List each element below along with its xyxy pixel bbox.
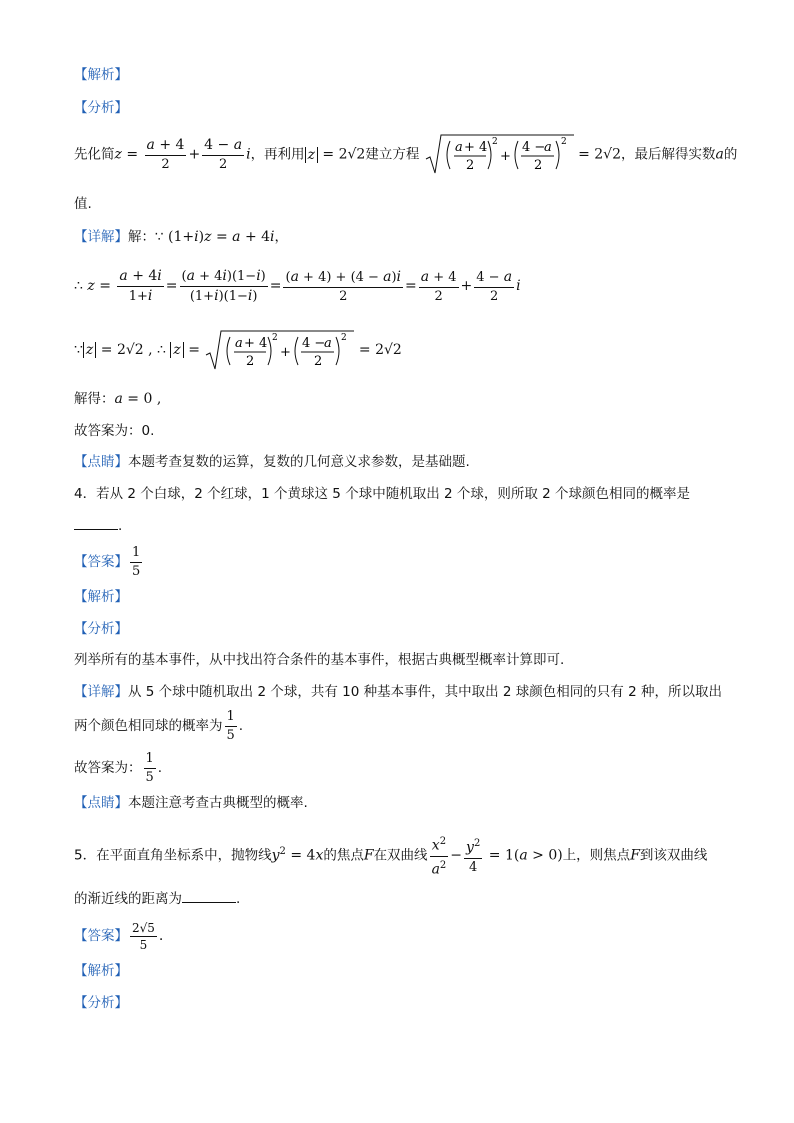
svg-text:2: 2 — [272, 332, 279, 343]
svg-text:+ 4: + 4 — [244, 335, 268, 351]
q4-question-blank-line: . — [74, 515, 734, 537]
q4-jiexi-label: 【解析】 — [74, 589, 128, 605]
q3-detail-line3: ∵ z = 2√2 , ∴ z = a + 4 2 2 + 4 − a 2 2 = 2√2 — [74, 328, 734, 373]
q4-analysis-line: 列举所有的基本事件，从中找出符合条件的基本事件，根据古典概型概率计算即可. — [74, 652, 565, 668]
svg-text:+: + — [499, 149, 511, 164]
svg-text:2: 2 — [491, 137, 498, 147]
q3-detail-line1: 【详解】解：∵ (1+i)z = a + 4i， — [74, 229, 289, 245]
svg-text:2: 2 — [246, 353, 255, 369]
q5-answer-line: 【答案】 $\frac{2√5}{5}$ . — [74, 921, 164, 952]
q3-analysis-line: 先化简z = $\frac{a + 4}{2}$ + $\frac{4 - a}{2}$ i，再利用 z = 2√2建立方程 a + 4 2 2 + 4 − a 2 2 = 2√2，最后解得实数a的 — [74, 133, 734, 177]
q4-detail-line2: 两个颜色相同球的概率为 $\frac{1}{5}$ . — [74, 709, 244, 743]
q4-answer-repeat-line: 故答案为： $\frac{1}{5}$ . — [74, 751, 163, 785]
q5-question-line: 5．在平面直角坐标系中，抛物线$y^2 = 4x$的焦点F在双曲线 $\frac{x^2}{a^2}$ − $\frac{y^2}{4}$ = 1(a > 0)上，则焦点F到该双曲线 — [74, 836, 708, 877]
q3-detail-equation — [204, 329, 354, 373]
q4-answer-line: 【答案】 $\frac{1}{5}$ — [74, 545, 141, 579]
svg-text:4 −: 4 − — [302, 335, 326, 351]
svg-text:+ 4: + 4 — [463, 140, 487, 155]
q3-fenxi-label: 【分析】 — [74, 100, 128, 116]
svg-text:2: 2 — [465, 158, 474, 173]
q4-answer-blank — [74, 515, 118, 530]
q4-detail-line1: 【详解】从 5 个球中随机取出 2 个球，共有 10 种基本事件，其中取出 2 球颜色相同的只有 2 种，所以取出 — [74, 684, 722, 700]
q3-analysis-line2: 值. — [74, 196, 92, 212]
svg-text:2: 2 — [560, 137, 567, 147]
q3-jiexi-label: 【解析】 — [74, 67, 128, 83]
svg-text:2: 2 — [341, 332, 348, 343]
svg-text:2: 2 — [314, 353, 323, 369]
q5-question-line2: 的渐近线的距离为 . — [74, 888, 734, 910]
svg-text:+: + — [280, 344, 292, 360]
svg-text:a: a — [235, 335, 244, 351]
q3-comment-line: 【点睛】本题考查复数的运算，复数的几何意义求参数，是基础题. — [74, 454, 470, 470]
q5-answer-blank — [182, 888, 236, 903]
q4-fenxi-label: 【分析】 — [74, 621, 128, 637]
svg-text:4 −: 4 − — [521, 140, 545, 155]
q3-answer-line: 故答案为：0. — [74, 423, 155, 439]
svg-text:2: 2 — [533, 158, 542, 173]
svg-text:a: a — [543, 140, 552, 155]
q5-jiexi-label: 【解析】 — [74, 963, 128, 979]
q4-question-line: 4．若从 2 个白球，2 个红球，1 个黄球这 5 个球中随机取出 2 个球，则所取 2 个球颜色相同的概率是 — [74, 486, 691, 502]
q3-detail-line2: ∴ z = $\frac{a + 4i}{1+i}$ = $\frac{(a + 4i)(1-i)}{(1+i)(1-i)}$ = $\frac{(a + 4) + (4 - a)i}{2}$ = $\frac{a + 4}{2}$ + $\frac{4 - a}{2}$ i — [74, 268, 521, 304]
q3-analysis-equation — [424, 133, 574, 177]
q3-solve-line: 解得：a = 0 , — [74, 391, 162, 407]
q4-comment-line: 【点睛】本题注意考查古典概型的概率. — [74, 795, 308, 811]
q5-fenxi-label: 【分析】 — [74, 995, 128, 1011]
svg-text:a: a — [454, 140, 463, 155]
svg-text:a: a — [324, 335, 333, 351]
